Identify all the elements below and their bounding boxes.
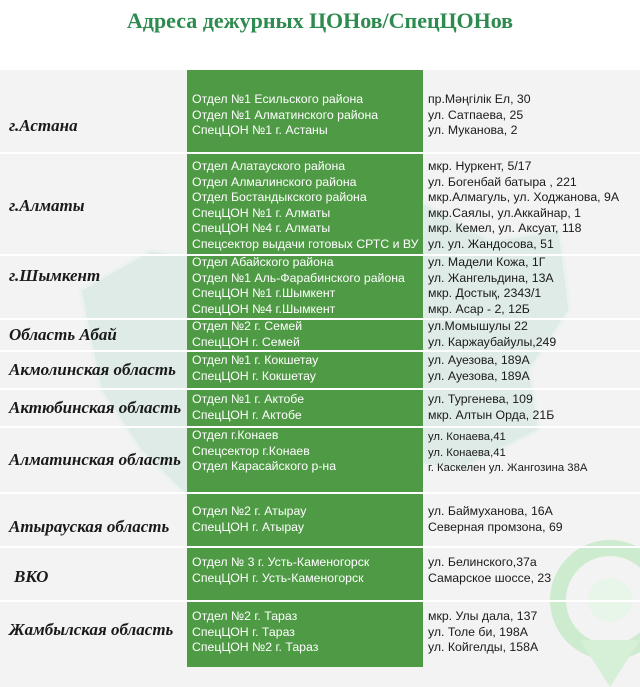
- address-item: ул. Толе би, 198А: [428, 624, 528, 639]
- offices-list: [192, 353, 428, 384]
- address-item: ул. Баймуханова, 16А: [428, 504, 553, 518]
- offices-list: [192, 555, 428, 586]
- region-name: г.Шымкент: [9, 266, 101, 285]
- address-item: мкр. Достық, 2343/1: [428, 286, 542, 300]
- address-item: ул. Мадели Кожа, 1Г: [428, 255, 546, 269]
- offices-list: [192, 392, 428, 423]
- region-name: Область Абай: [9, 325, 117, 344]
- table-row: [0, 426, 640, 494]
- addresses-list: [428, 392, 638, 423]
- table-row: [0, 388, 640, 428]
- office-item: Отдел г.Конаев: [192, 428, 279, 442]
- address-item: ул. Ауезова, 189А: [428, 368, 530, 383]
- office-item: СпецЦОН №4 г. Алматы: [192, 221, 331, 235]
- offices-list: [192, 428, 428, 475]
- office-item: Отдел Карасайского р-на: [192, 459, 337, 473]
- office-item: Спецсектор г.Конаев: [192, 443, 310, 458]
- region-name: Жамбылская область: [9, 620, 174, 639]
- address-item: ул. Ауезова, 189А: [428, 353, 530, 367]
- table-row: [0, 492, 640, 548]
- addresses-list: [428, 92, 638, 139]
- office-item: СпецЦОН г. Семей: [192, 334, 300, 349]
- table-row: [0, 546, 640, 602]
- address-item: ул. Белинского,37а: [428, 555, 537, 569]
- region-name: Алматинская область: [9, 450, 181, 469]
- address-item: мкр. Кемел, ул. Аксуат, 118: [428, 221, 582, 235]
- address-item: ул. Тургенева, 109: [428, 392, 533, 406]
- offices-list: [192, 609, 428, 656]
- address-item: мкр. Асар - 2, 12Б: [428, 301, 530, 316]
- address-item: мкр. Алтын Орда, 21Б: [428, 407, 555, 422]
- office-item: Отдел Алатауского района: [192, 159, 346, 173]
- offices-list: [192, 504, 428, 535]
- office-item: Отдел №1 г. Актобе: [192, 392, 305, 406]
- address-item: Самарское шоссе, 23: [428, 570, 552, 585]
- addresses-list: [428, 430, 638, 477]
- office-item: СпецЦОН №2 г. Тараз: [192, 640, 319, 654]
- address-item: г. Каскелен ул. Жангозина 38А: [428, 462, 588, 474]
- page-title: Адреса дежурных ЦОНов/СпецЦОНов: [126, 8, 514, 33]
- office-item: Отдел Бостандыкского района: [192, 190, 367, 204]
- office-item: Отдел №1 Есильского района: [192, 92, 364, 106]
- addresses-list: [428, 353, 638, 384]
- address-item: ул. Муканова, 2: [428, 123, 518, 137]
- table-row: [0, 350, 640, 390]
- region-name: ВКО: [14, 567, 49, 586]
- addresses-list: [428, 159, 638, 252]
- offices-list: [192, 319, 428, 350]
- address-item: ул. ул. Жандосова, 51: [428, 236, 554, 251]
- addresses-list: [428, 555, 638, 586]
- table-row: [0, 600, 640, 667]
- address-item: ул. Богенбай батыра , 221: [428, 174, 577, 189]
- address-item: мкр.Алмагуль, ул. Ходжанова, 9А: [428, 190, 620, 204]
- address-item: ул. Конаева,41: [428, 431, 506, 443]
- table-row: [0, 152, 640, 256]
- office-item: Отдел Алмалинского района: [192, 174, 357, 189]
- office-item: СпецЦОН г. Атырау: [192, 519, 305, 534]
- address-item: мкр. Улы дала, 137: [428, 609, 538, 623]
- addresses-list: [428, 504, 638, 535]
- table-row: [0, 254, 640, 320]
- addresses-list: [428, 609, 638, 656]
- address-item: ул. Койгелды, 158А: [428, 640, 539, 654]
- office-item: Спецсектор выдачи готовых СРТС и ВУ: [192, 236, 419, 251]
- address-item: ул. Сатпаева, 25: [428, 107, 524, 122]
- region-name: Актюбинская область: [9, 398, 182, 417]
- addresses-list: [428, 319, 638, 350]
- table-row: [0, 70, 640, 154]
- office-item: СпецЦОН г. Усть-Каменогорск: [192, 570, 364, 585]
- offices-list: [192, 92, 428, 139]
- office-item: Отдел №1 г. Кокшетау: [192, 353, 319, 367]
- region-name: г.Алматы: [9, 196, 85, 215]
- address-item: мкр.Саялы, ул.Аккайнар, 1: [428, 205, 582, 220]
- office-item: Отдел №2 г. Семей: [192, 319, 303, 333]
- region-name: Атырауская область: [9, 517, 170, 536]
- office-item: СпецЦОН №4 г.Шымкент: [192, 301, 336, 316]
- offices-list: [192, 159, 428, 252]
- region-name: г.Астана: [9, 116, 78, 135]
- office-item: СпецЦОН №1 г. Алматы: [192, 205, 331, 220]
- office-item: СпецЦОН г. Кокшетау: [192, 368, 316, 383]
- address-item: Северная промзона, 69: [428, 519, 563, 534]
- office-item: СпецЦОН №1 г.Шымкент: [192, 286, 336, 300]
- address-item: ул. Каржаубайулы,249: [428, 334, 557, 349]
- office-item: Отдел Абайского района: [192, 255, 334, 269]
- office-item: Отдел № 3 г. Усть-Каменогорск: [192, 555, 370, 569]
- table-row: [0, 318, 640, 352]
- offices-list: [192, 255, 428, 317]
- region-name: Акмолинская область: [9, 360, 176, 379]
- address-item: ул. Жангельдина, 13А: [428, 270, 554, 285]
- address-item: ул.Момышулы 22: [428, 319, 528, 333]
- office-item: СпецЦОН г. Актобе: [192, 407, 302, 422]
- office-item: Отдел №2 г. Атырау: [192, 504, 307, 518]
- address-item: мкр. Нуркент, 5/17: [428, 159, 532, 173]
- address-item: ул. Конаева,41: [428, 446, 506, 459]
- office-item: СпецЦОН г. Тараз: [192, 624, 295, 639]
- address-item: пр.Мәңгілік Ел, 30: [428, 92, 531, 106]
- office-item: СпецЦОН №1 г. Астаны: [192, 123, 328, 137]
- addresses-list: [428, 255, 638, 317]
- office-item: Отдел №2 г. Тараз: [192, 609, 298, 623]
- office-item: Отдел №1 Аль-Фарабинского района: [192, 270, 405, 285]
- office-item: Отдел №1 Алматинского района: [192, 107, 379, 122]
